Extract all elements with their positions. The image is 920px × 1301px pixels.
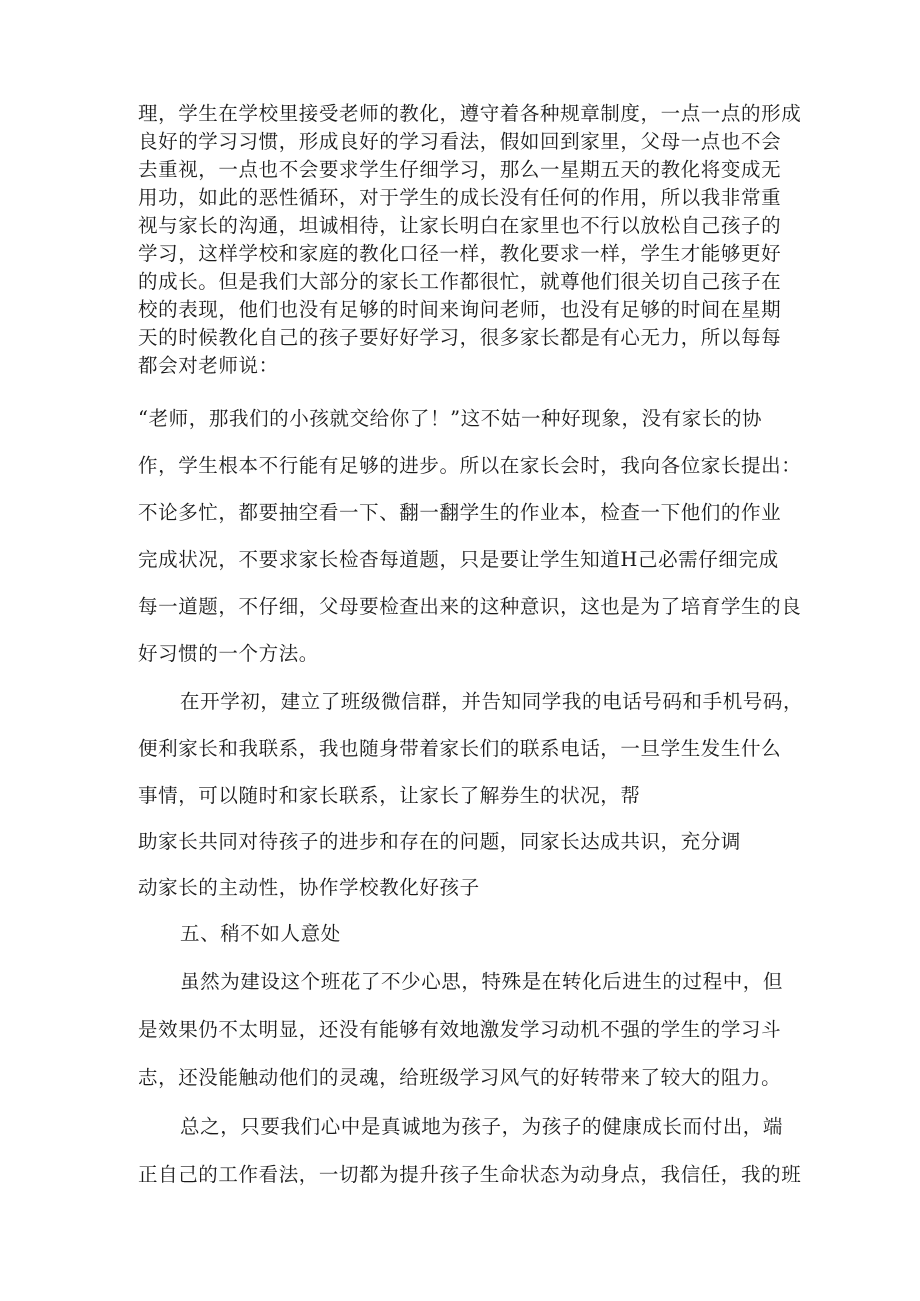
text-line: 去重视，一点也不会要求学生仔细学习，那么一星期五天的教化将变成无 [138, 158, 782, 181]
text-line: 理，学生在学校里接受老师的教化，遵守着各种规章制度，一点一点的形成 [138, 102, 802, 125]
text-line: “老师，那我们的小孩就交给你了！”这不姑一种好现象，没有家长的协 [138, 407, 763, 430]
text-line: 总之，只要我们心中是真诚地为孩子，为孩子的健康成长而付出，端 [180, 1115, 784, 1138]
text-line: 好习惯的一个方法。 [138, 642, 319, 665]
text-line: 便利家长和我联系，我也随身带着家长们的联系电话，一旦学生发生什么 [138, 737, 782, 760]
text-line: 志，还没能触动他们的灵魂，给班级学习风气的好转带来了较大的阻力。 [138, 1066, 782, 1089]
text-line: 的成长。但是我们大部分的家长工作都很忙，就尊他们很关切自己孩子在 [138, 270, 782, 293]
text-line: 正自己的工作看法，一切都为提升孩子生命状态为动身点，我信任，我的班 [138, 1163, 802, 1186]
text-line: 每一道题，不仔细，父母要检查出来的这种意识，这也是为了培育学生的良 [138, 595, 802, 618]
text-line: 良好的学习习惯，形成良好的学习看法，假如回到家里，父母一点也不会 [138, 130, 782, 153]
text-line: 是效果仍不太明显，还没有能够有效地激发学习动机不强的学生的学习斗 [138, 1018, 782, 1041]
text-line: 动家长的主动性，协作学校教化好孩子 [138, 876, 480, 899]
section-heading: 五、稍不如人意处 [180, 922, 341, 945]
text-line: 校的表现，他们也没有足够的时间来询问老师，也没有足够的时间在星期 [138, 298, 782, 321]
text-line: 完成状况，不要求家长检杳每道题，只是要让学生知道H己必需仔细完成 [138, 548, 779, 571]
text-line: 视与家长的沟通，坦诚相待，让家长明白在家里也不行以放松自己孩子的 [138, 214, 782, 237]
text-line: 都会对老师说： [138, 354, 279, 377]
text-line: 用功，如此的恶性循环，对于学生的成长没有任何的作用，所以我非常重 [138, 186, 782, 209]
text-line: 在开学初，建立了班级微信群，并告知同学我的电话号码和手机号码， [180, 690, 804, 713]
text-line: 虽然为建设这个班花了不少心思，特殊是在转化后进生的过程中，但 [180, 970, 784, 993]
text-line: 不论多忙，都要抽空看一下、翻一翻学生的作业本，检查一下他们的作业 [138, 501, 782, 524]
text-line: 天的时候教化自己的孩子要好好学习，很多家长都是有心无力，所以每每 [138, 326, 782, 349]
text-line: 事情，可以随时和家长联系，让家长了解券生的状况，帮 [138, 784, 641, 807]
text-line: 助家长共同对待孩子的进步和存在的问题，同家长达成共识，充分调 [138, 830, 742, 853]
text-line: 学习，这样学校和家庭的教化口径一样，教化要求一样，学生才能够更好 [138, 242, 782, 265]
text-line: 作，学生根本不行能有足够的进步。所以在家长会时，我向各位家长提出： [138, 454, 802, 477]
